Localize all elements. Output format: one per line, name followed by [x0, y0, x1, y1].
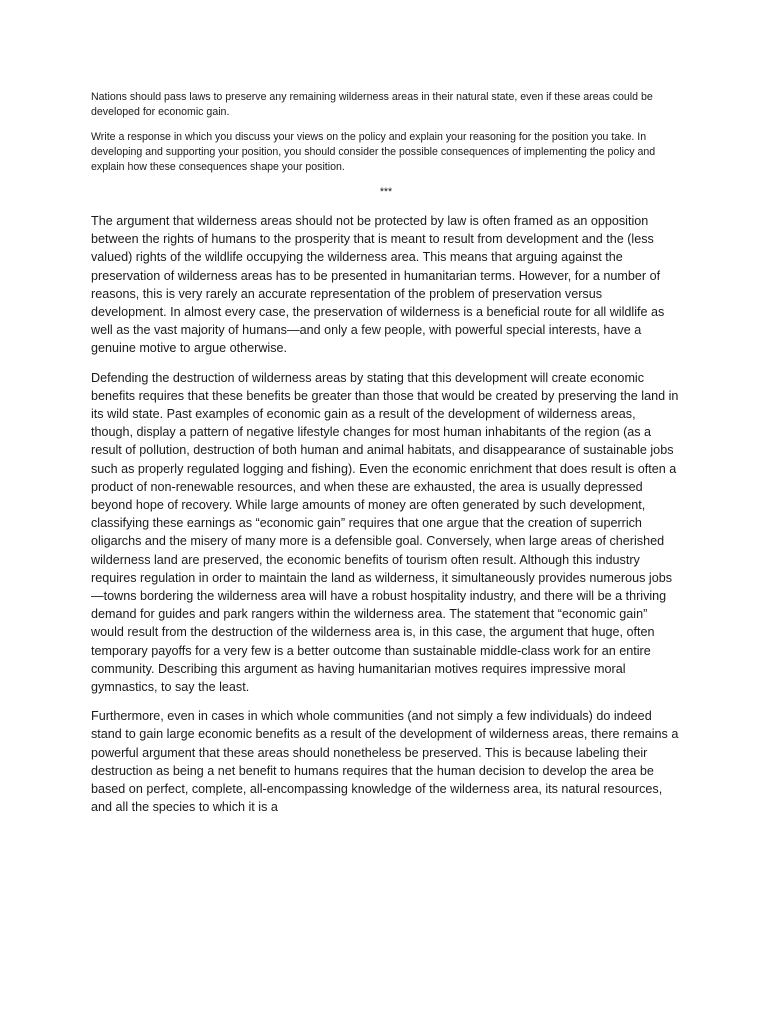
essay-paragraph-3: Furthermore, even in cases in which whole communities (and not simply a few individuals) do indeed stand to gain large economic benefits as a result of the development of wilderness areas, there remains a powerful argument that these areas should nonetheless be preserved. This is because labeling their destruction as being a net benefit to humans requires that the human decision to develop the area be based on perfect, complete, all-encompassing knowledge of the wilderness area, its natural resources, and all the species to which it is a — [91, 709, 679, 815]
section-divider: *** — [379, 186, 393, 198]
essay-paragraph-1: The argument that wilderness areas should not be protected by law is often framed as an opposition between the rights of humans to the prosperity that is meant to result from development and the (less valued) rights of the wildlife occupying the wilderness area. This means that arguing against the preservation of wilderness areas has to be presented in humanitarian terms. However, for a number of reasons, this is very rarely an accurate representation of the problem of preservation versus development. In almost every case, the preservation of wilderness is a beneficial route for all wildlife as well as the vast majority of humans—and only a few people, with powerful special interests, have a genuine motive to argue otherwise. — [91, 214, 665, 356]
document-page — [91, 90, 681, 828]
essay-prompt: Nations should pass laws to preserve any remaining wilderness areas in their natural state, even if these areas could be developed for economic gain. — [91, 91, 653, 118]
essay-instructions: Write a response in which you discuss your views on the policy and explain your reasoning for the position you take. In developing and supporting your position, you should consider the possible consequences of implementing the policy and explain how these consequences shape your position. — [91, 131, 656, 173]
essay-paragraph-2: Defending the destruction of wilderness areas by stating that this development will create economic benefits requires that these benefits be greater than those that would be created by preserving the land in its wild state. Past examples of economic gain as a result of the development of wilderness areas, though, display a pattern of negative lifestyle changes for most human inhabitants of the region (as a result of pollution, destruction of both human and animal habitats, and disappearance of sustainable jobs such as properly regulated logging and fishing). Even the economic enrichment that does result is often a product of non-renewable resources, and when these are exhausted, the area is usually depressed beyond hope of recovery. While large amounts of money are often generated by such development, classifying these earnings as “economic gain” requires that one argue that the creation of superrich oligarchs and the misery of many more is a defensible goal. Conversely, when large areas of cherished wilderness land are preserved, the economic benefits of tourism often result. Although this industry requires regulation in order to maintain the land as wilderness, it simultaneously provides numerous jobs—towns bordering the wilderness area will have a robust hospitality industry, and there will be a thriving demand for guides and park rangers within the wilderness area. The statement that “economic gain” would result from the destruction of the wilderness area is, in this case, the argument that huge, often temporary payoffs for a very few is a better outcome than sustainable middle-class work for an entire community. Describing this argument as having humanitarian motives requires impressive moral gymnastics, to say the least. — [91, 370, 679, 695]
